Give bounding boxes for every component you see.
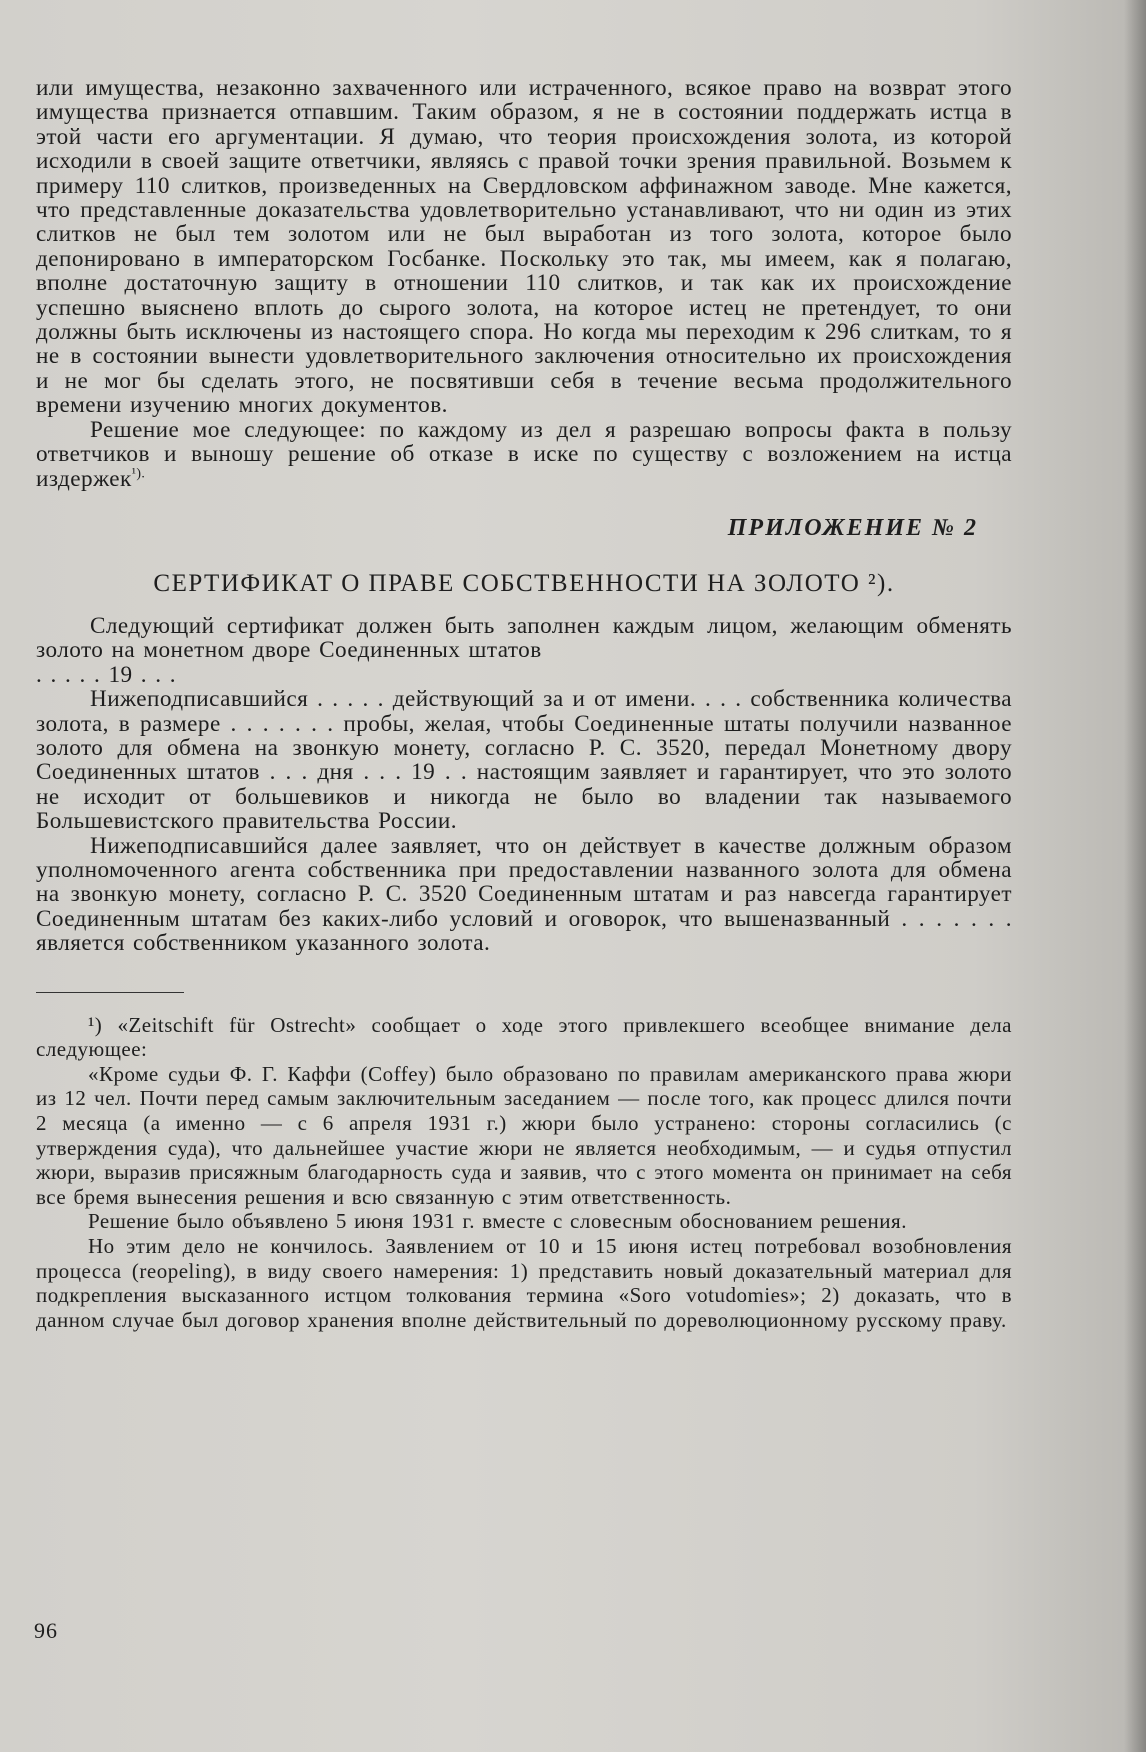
certificate-body — [36, 614, 1012, 956]
footnotes — [36, 1013, 1012, 1333]
certificate-intro: Следующий сертификат должен быть заполнен каждым лицом, желающим обменять золото на монетном дворе Соединенных штатов — [36, 612, 1012, 664]
footnote-divider — [36, 992, 184, 993]
footnote-ref-1: ¹). — [131, 465, 146, 481]
main-text — [36, 76, 1012, 491]
appendix-heading: ПРИЛОЖЕНИЕ № 2 — [727, 514, 978, 541]
certificate-title: СЕРТИФИКАТ О ПРАВЕ СОБСТВЕННОСТИ НА ЗОЛОТО ²). — [153, 569, 895, 597]
body-paragraph-1: или имущества, незаконно захваченного или истраченного, всякое право на возврат этого имущества признается отпавшим. Таким образом, я не в состоянии поддержать истца в этой части его аргументации. Я думаю, что теория происхождения золота, из которой исходили в своей защите ответчики, являясь с правой точки зрения правильной. Возьмем к примеру 110 слитков, произведенных на Свердловском аффинажном заводе. Мне кажется, что представленные доказательства удовлетворительно устанавливают, что ни один из этих слитков не был тем золотом или не был выработан из того золота, которое было депонировано в императорском Госбанке. Поскольку это так, мы имеем, как я полагаю, вполне достаточную защиту в отношении 110 слитков, и так как их происхождение успешно выяснено вплоть до сырого золота, на которое истец не претендует, то они должны быть исключены из настоящего спора. Но когда мы переходим к 296 слиткам, то я не в состоянии вынести удовлетворительного заключения относительно их происхождения и не мог бы сделать этого, не посвятивши себя в течение весьма продолжительного времени изучению многих документов. — [36, 75, 1012, 419]
page-number: 96 — [34, 1618, 58, 1643]
page-edge-shadow — [1124, 0, 1146, 1752]
certificate-paragraph-2: Нижеподписавшийся далее заявляет, что он действует в качестве должным образом уполномоченного агента собственника при предоставлении названного золота для обмена на звонкую монету, согласно Р. С. 3520 Соединенным штатам и раз навсегда гарантирует Соединенным штатам без каких-либо условий и оговорок, что вышеназванный . . . . . . . является собственником указанного золота. — [36, 832, 1012, 957]
footnote-1: ¹) «Zeitschift für Ostrecht» сообщает о ходе этого привлекшего всеобщее внимание дела следующее: — [36, 1012, 1012, 1062]
footnote-1-continuation: Но этим дело не кончилось. Заявлением от 10 и 15 июня истец потребовал возобновления процесса (reopeling), в виду своего намерения: 1) представить новый доказательный материал для подкрепления высказанного истцом толкования термина «Soro votudomies»; 2) доказать, что в данном случае был договор хранения вполне действительный по дореволюционному русскому праву. — [36, 1233, 1012, 1332]
body-paragraph-2 — [36, 418, 1012, 491]
text-column — [36, 76, 1012, 1332]
footnote-1-quote: «Кроме судьи Ф. Г. Каффи (Coffey) было образовано по правилам американского права жюри из 12 чел. Почти перед самым заключительным заседанием — после того, как процесс длился почти 2 месяца (а именно — с 6 апреля 1931 г.) жюри было устранено: стороны согласились (с утверждения суда), что дальнейшее участие жюри не является необходимым, — и судья отпустил жюри, выразив присяжным благодарность суда и заявив, что с этого момента он принимает на себя все бремя вынесения решения и всю связанную с этим ответственность. — [36, 1061, 1012, 1209]
certificate-date-line: . . . . . 19 . . . — [36, 661, 177, 688]
certificate-paragraph-1: Нижеподписавшийся . . . . . действующий за и от имени. . . . собственника количества золота, в размере . . . . . . . пробы, желая, чтобы Соединенные штаты получили названное золото для обмена на звонкую монету, согласно Р. С. 3520, передал Монетному двору Соединенных штатов . . . дня . . . 19 . . настоящим заявляет и гарантирует, что это золото не исходит от большевиков и никогда не было во владении так называемого Большевистского правительства России. — [36, 686, 1012, 835]
decision-text: Решение мое следующее: по каждому из дел я разрешаю вопросы факта в пользу ответчиков и выношу решение об отказе в иске по существу с возложением на истца издержек — [36, 416, 1012, 492]
footnote-1-decision: Решение было объявлено 5 июня 1931 г. вместе с словесным обоснованием решения. — [88, 1209, 907, 1234]
